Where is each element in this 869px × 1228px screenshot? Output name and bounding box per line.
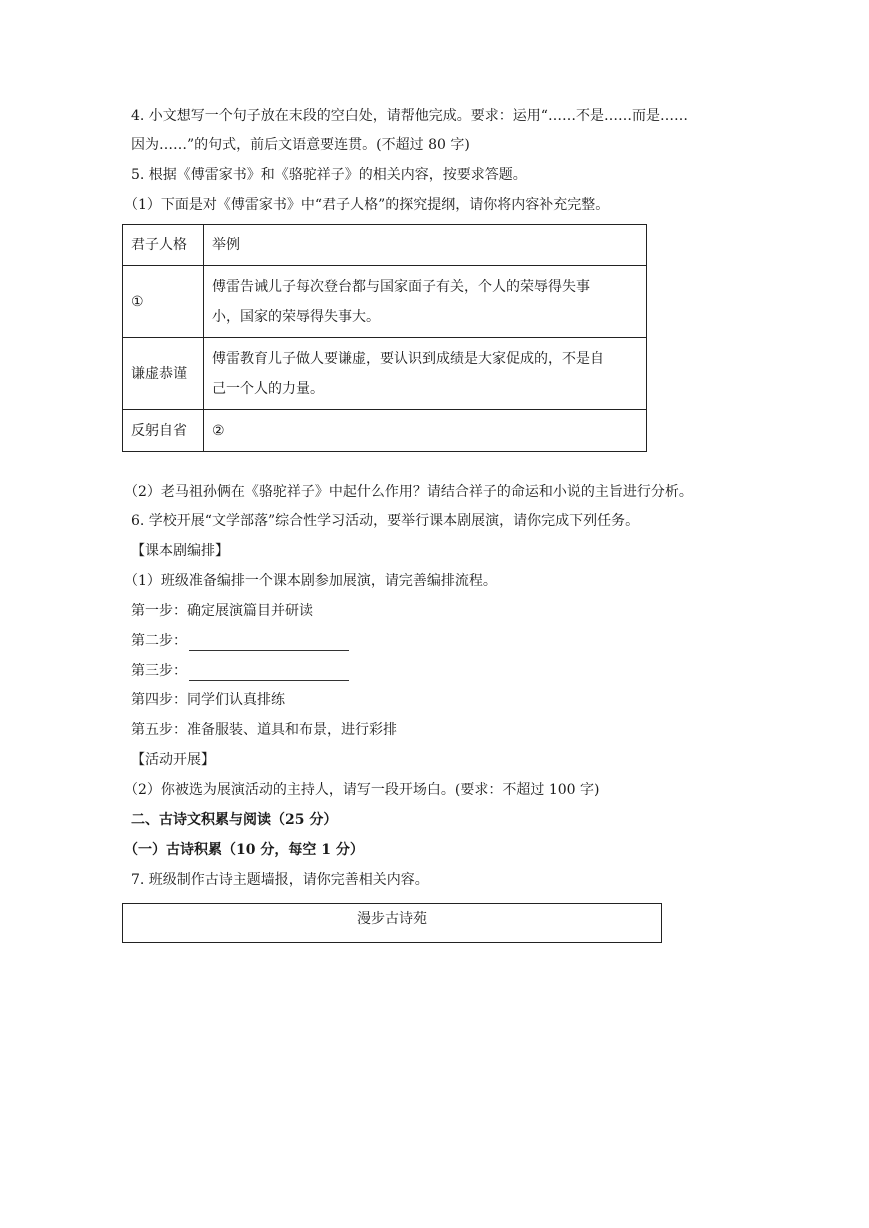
step-2 <box>131 631 349 651</box>
q5-stem: 5. 根据《傅雷家书》和《骆驼祥子》的相关内容，按要求答题。 <box>131 167 527 183</box>
q6-stem: 6. 学校开展“文学部落”综合性学习活动，要举行课本剧展演，请你完成下列任务。 <box>131 513 640 529</box>
example-line: 傅雷教育儿子做人要谦虚，要认识到成绩是大家促成的，不是自 <box>212 350 604 367</box>
section-heading-activity: 【活动开展】 <box>131 752 215 768</box>
table-row <box>123 266 647 338</box>
poster-title-box: 漫步古诗苑 <box>122 903 662 943</box>
section-heading-script: 【课本剧编排】 <box>131 543 229 559</box>
step-4: 第四步：同学们认真排练 <box>131 692 285 708</box>
table-row <box>123 410 647 452</box>
step-2-label: 第二步： <box>131 633 187 649</box>
example-line: 小，国家的荣辱得失事大。 <box>212 308 380 325</box>
example-cell <box>204 266 647 338</box>
example-cell: ② <box>204 410 647 452</box>
part2-title: 二、古诗文积累与阅读（25 分） <box>131 812 338 828</box>
q4-line2: 因为……”的句式，前后文语意要连贯。(不超过 80 字) <box>131 137 470 153</box>
step-3-label: 第三步： <box>131 663 187 679</box>
header-cell-trait: 君子人格 <box>123 225 204 266</box>
q7-stem: 7. 班级制作古诗主题墙报，请你完善相关内容。 <box>131 872 429 888</box>
example-line: 傅雷告诫儿子每次登台都与国家面子有关，个人的荣辱得失事 <box>212 278 590 295</box>
trait-cell: 谦虚恭谨 <box>123 338 204 410</box>
q5-sub2: （2）老马祖孙俩在《骆驼祥子》中起什么作用？请结合祥子的命运和小说的主旨进行分析。 <box>124 484 693 500</box>
step-3-answer-blank[interactable] <box>189 666 349 681</box>
gentleman-outline-table <box>122 224 647 452</box>
table-header-row <box>123 225 647 266</box>
q5-sub1: （1）下面是对《傅雷家书》中“君子人格”的探究提纲，请你将内容补充完整。 <box>124 197 610 213</box>
example-cell <box>204 338 647 410</box>
step-2-answer-blank[interactable] <box>189 636 349 651</box>
step-3 <box>131 661 349 681</box>
trait-cell: 反躬自省 <box>123 410 204 452</box>
example-line: 己一个人的力量。 <box>212 380 324 397</box>
step-1: 第一步：确定展演篇目并研读 <box>131 603 313 619</box>
q6-sub1: （1）班级准备编排一个课本剧参加展演，请完善编排流程。 <box>124 573 497 589</box>
step-5: 第五步：准备服装、道具和布景，进行彩排 <box>131 722 397 738</box>
q6-sub2: （2）你被选为展演活动的主持人，请写一段开场白。(要求：不超过 100 字) <box>124 782 600 798</box>
table-row <box>123 338 647 410</box>
part2-subtitle: （一）古诗积累（10 分，每空 1 分） <box>124 842 364 858</box>
header-cell-example: 举例 <box>204 225 647 266</box>
q4-line1: 4. 小文想写一个句子放在末段的空白处，请帮他完成。要求：运用“……不是……而是…… <box>131 108 688 124</box>
trait-cell: ① <box>123 266 204 338</box>
